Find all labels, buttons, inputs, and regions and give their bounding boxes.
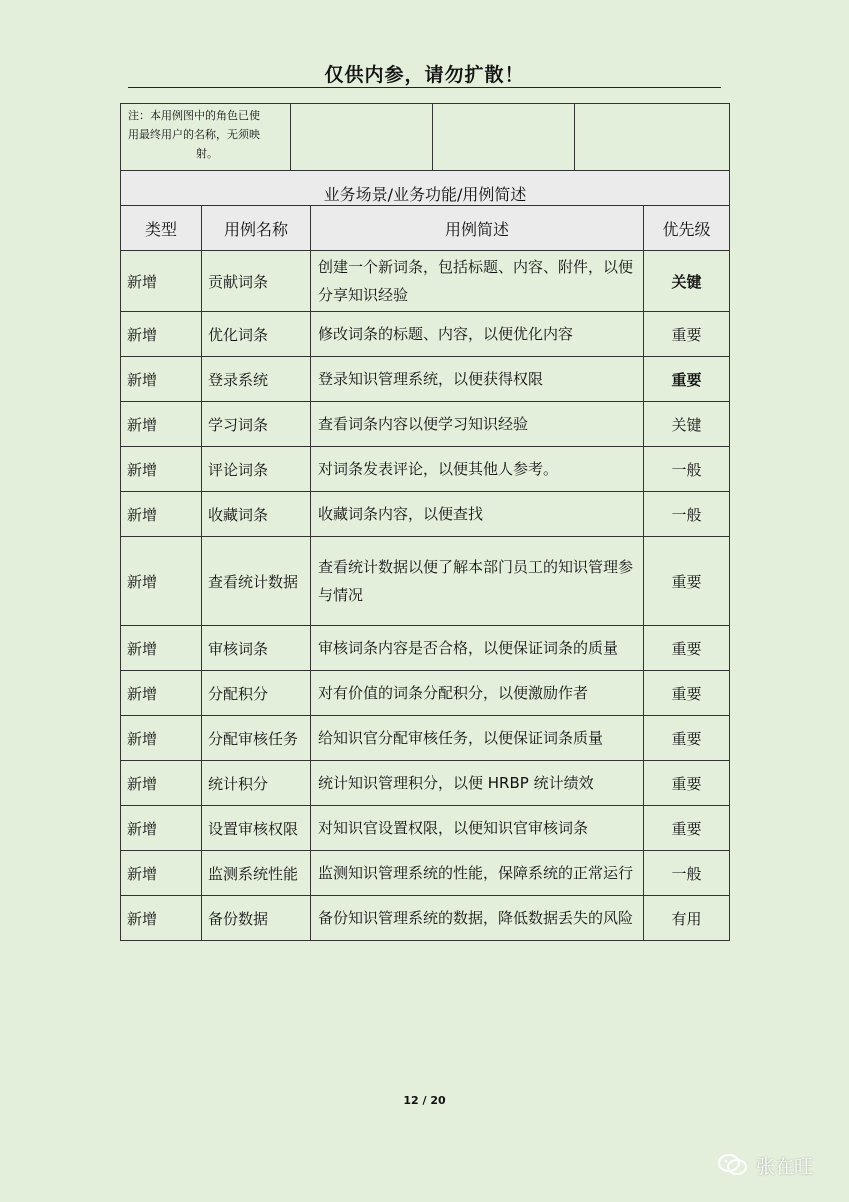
row-description: 对有价值的词条分配积分，以便激励作者 [311, 671, 644, 716]
row-priority: 重要 [644, 626, 730, 671]
row-name: 分配积分 [202, 671, 311, 716]
row-description: 对词条发表评论，以便其他人参考。 [311, 447, 644, 492]
empty-cell [291, 104, 433, 171]
table-row [121, 537, 730, 626]
row-priority: 重要 [644, 537, 730, 626]
row-name: 评论词条 [202, 447, 311, 492]
row-name: 收藏词条 [202, 492, 311, 537]
row-priority: 有用 [644, 896, 730, 941]
note-cell [121, 104, 291, 171]
table-row [121, 492, 730, 537]
row-description: 查看词条内容以便学习知识经验 [311, 402, 644, 447]
table-row [121, 447, 730, 492]
header-divider [128, 87, 721, 88]
row-priority: 一般 [644, 851, 730, 896]
row-name: 学习词条 [202, 402, 311, 447]
row-description: 备份知识管理系统的数据，降低数据丢失的风险 [311, 896, 644, 941]
row-description: 收藏词条内容，以便查找 [311, 492, 644, 537]
row-priority: 关键 [644, 402, 730, 447]
use-case-table [120, 170, 730, 941]
row-type: 新增 [121, 357, 202, 402]
row-description: 创建一个新词条，包括标题、内容、附件，以便分享知识经验 [311, 251, 644, 312]
wechat-icon [718, 1153, 748, 1177]
row-type: 新增 [121, 851, 202, 896]
row-type: 新增 [121, 761, 202, 806]
row-type: 新增 [121, 251, 202, 312]
row-priority: 一般 [644, 492, 730, 537]
row-description: 登录知识管理系统，以便获得权限 [311, 357, 644, 402]
row-priority: 关键 [644, 251, 730, 312]
table-row [121, 312, 730, 357]
table-row [121, 851, 730, 896]
table-row [121, 402, 730, 447]
row-name: 优化词条 [202, 312, 311, 357]
note-line: 用最终用户的名称，无须映 [128, 128, 260, 141]
row-type: 新增 [121, 806, 202, 851]
row-type: 新增 [121, 896, 202, 941]
row-type: 新增 [121, 671, 202, 716]
table-row [121, 896, 730, 941]
row-name: 登录系统 [202, 357, 311, 402]
note-line: 射。 [196, 147, 218, 160]
row-priority: 一般 [644, 447, 730, 492]
row-name: 统计积分 [202, 761, 311, 806]
row-priority: 重要 [644, 357, 730, 402]
row-type: 新增 [121, 716, 202, 761]
row-description: 监测知识管理系统的性能，保障系统的正常运行 [311, 851, 644, 896]
note-line: 注：本用例图中的角色已使 [128, 109, 260, 122]
row-name: 监测系统性能 [202, 851, 311, 896]
row-type: 新增 [121, 492, 202, 537]
column-header-type: 类型 [121, 206, 202, 251]
row-type: 新增 [121, 312, 202, 357]
row-description: 统计知识管理积分，以便 HRBP 统计绩效 [311, 761, 644, 806]
row-priority: 重要 [644, 716, 730, 761]
row-name: 设置审核权限 [202, 806, 311, 851]
row-description: 修改词条的标题、内容，以便优化内容 [311, 312, 644, 357]
watermark [718, 1150, 813, 1180]
row-description: 对知识官设置权限，以便知识官审核词条 [311, 806, 644, 851]
section-title: 业务场景/业务功能/用例简述 [121, 171, 730, 206]
empty-cell [433, 104, 575, 171]
watermark-text: 张在旺 [756, 1155, 814, 1178]
note-table [120, 103, 730, 171]
row-name: 分配审核任务 [202, 716, 311, 761]
row-name: 备份数据 [202, 896, 311, 941]
column-header-priority: 优先级 [644, 206, 730, 251]
row-type: 新增 [121, 447, 202, 492]
row-priority: 重要 [644, 806, 730, 851]
table-row [121, 806, 730, 851]
row-name: 审核词条 [202, 626, 311, 671]
table-row [121, 626, 730, 671]
row-description: 查看统计数据以便了解本部门员工的知识管理参与情况 [311, 537, 644, 626]
page-header-title: 仅供内参，请勿扩散！ [324, 64, 525, 86]
row-name: 查看统计数据 [202, 537, 311, 626]
table-row [121, 761, 730, 806]
row-type: 新增 [121, 402, 202, 447]
table-row [121, 251, 730, 312]
row-description: 给知识官分配审核任务，以便保证词条质量 [311, 716, 644, 761]
row-name: 贡献词条 [202, 251, 311, 312]
row-type: 新增 [121, 626, 202, 671]
table-row [121, 716, 730, 761]
row-priority: 重要 [644, 671, 730, 716]
table-row [121, 357, 730, 402]
column-header-desc: 用例简述 [311, 206, 644, 251]
row-priority: 重要 [644, 761, 730, 806]
row-priority: 重要 [644, 312, 730, 357]
row-type: 新增 [121, 537, 202, 626]
row-description: 审核词条内容是否合格，以便保证词条的质量 [311, 626, 644, 671]
table-row [121, 671, 730, 716]
column-header-name: 用例名称 [202, 206, 311, 251]
page-number: 12 / 20 [403, 1094, 446, 1107]
empty-cell [575, 104, 730, 171]
